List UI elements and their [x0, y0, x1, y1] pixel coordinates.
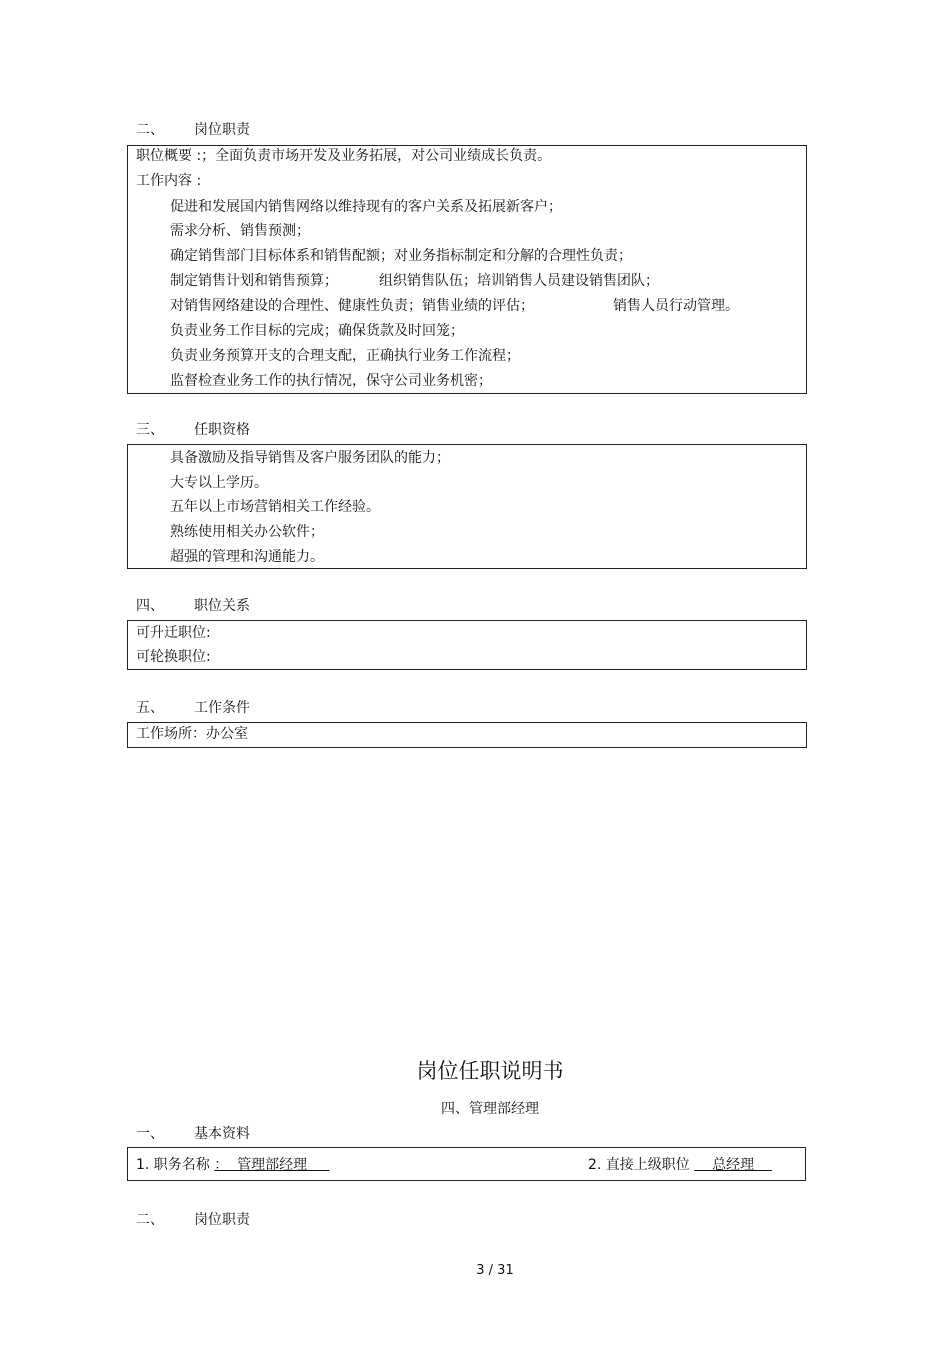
promote-position: 可升迁职位:: [136, 625, 211, 641]
qualification-item: 大专以上学历。: [170, 475, 268, 491]
qualification-item: 超强的管理和沟通能力。: [170, 549, 324, 565]
document-title: 岗位任职说明书: [416, 1059, 564, 1083]
document-subtitle: 四、管理部经理: [441, 1101, 539, 1117]
superior-value: 总经理: [694, 1157, 772, 1173]
qualification-item: 熟练使用相关办公软件；: [170, 524, 324, 540]
job-name-value: ： 管理部经理: [214, 1157, 330, 1173]
duty-item: 促进和发展国内销售网络以维持现有的客户关系及拓展新客户；: [170, 199, 562, 215]
section-number: 三、: [136, 422, 164, 438]
duties-summary: 职位概要 :；全面负责市场开发及业务拓展，对公司业绩成长负责。: [136, 148, 552, 164]
section-heading-duties-2: [136, 1212, 250, 1228]
job-name-label: 1. 职务名称: [136, 1157, 210, 1173]
duty-item: 需求分析、销售预测；: [170, 223, 310, 239]
basic-info-box: [127, 1147, 806, 1181]
qualification-item: 五年以上市场营销相关工作经验。: [170, 499, 380, 515]
job-name-field: [136, 1157, 329, 1173]
section-number: 二、: [136, 1212, 164, 1228]
rotate-position: 可轮换职位:: [136, 649, 211, 665]
section-title: 基本资料: [194, 1126, 250, 1142]
work-place: 工作场所：办公室: [136, 726, 248, 742]
qualification-item: 具备激励及指导销售及客户服务团队的能力；: [170, 450, 450, 466]
duty-item: 负责业务预算开支的合理支配，正确执行业务工作流程；: [170, 348, 520, 364]
page-number: 3 / 31: [476, 1263, 514, 1278]
section-number: 五、: [136, 700, 164, 716]
duty-item: 负责业务工作目标的完成；确保货款及时回笼；: [170, 323, 464, 339]
section-number: 二、: [136, 122, 164, 138]
section-heading-basic: [136, 1126, 250, 1142]
conditions-box: [127, 722, 807, 748]
superior-label: 2. 直接上级职位: [588, 1157, 690, 1173]
section-title: 工作条件: [194, 700, 250, 716]
duty-item-row: [170, 273, 338, 289]
qualifications-box: [127, 444, 807, 569]
section-number: 四、: [136, 598, 164, 614]
duties-box: [127, 145, 807, 394]
section-heading-relations: [136, 598, 250, 614]
duty-item: 制定销售计划和销售预算；: [170, 273, 338, 289]
section-number: 一、: [136, 1126, 164, 1142]
section-heading-duties: [136, 122, 250, 138]
duty-item: 对销售网络建设的合理性、健康性负责；销售业绩的评估；: [170, 298, 534, 314]
relations-box: [127, 620, 807, 670]
section-title: 职位关系: [194, 598, 250, 614]
duty-item: 监督检查业务工作的执行情况，保守公司业务机密；: [170, 373, 492, 389]
section-title: 任职资格: [194, 422, 250, 438]
duty-item: 组织销售队伍；培训销售人员建设销售团队；: [379, 273, 659, 289]
superior-field: [588, 1157, 772, 1173]
section-heading-qualifications: [136, 422, 250, 438]
duty-item: 确定销售部门目标体系和销售配额；对业务指标制定和分解的合理性负责；: [170, 248, 632, 264]
duty-item: 销售人员行动管理。: [613, 298, 739, 314]
section-heading-conditions: [136, 700, 250, 716]
duties-content-label: 工作内容 :: [136, 173, 202, 189]
section-title: 岗位职责: [194, 1212, 250, 1228]
section-title: 岗位职责: [194, 122, 250, 138]
